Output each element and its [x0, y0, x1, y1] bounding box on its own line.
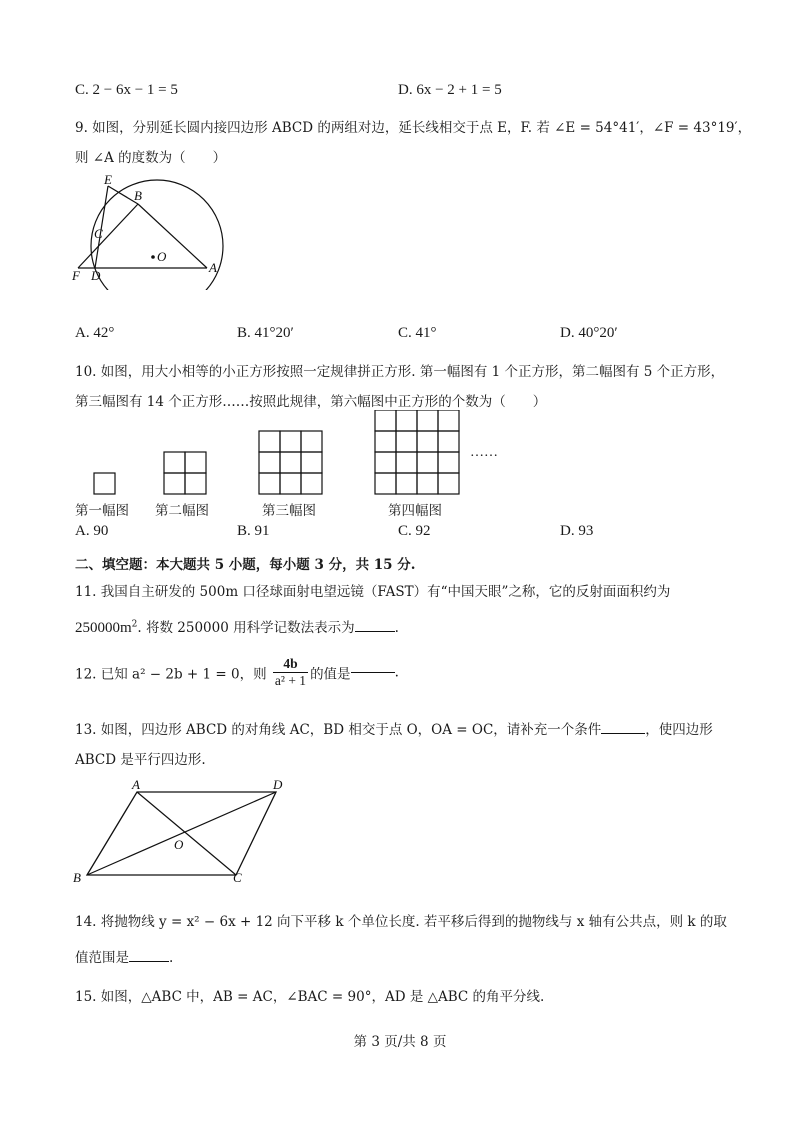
q10-grid-cell: [280, 473, 301, 494]
q10-figure-label-3: 第三幅图: [262, 503, 316, 519]
q10-grid-cell: [375, 452, 396, 473]
q10-grid-cell: [301, 452, 322, 473]
q10-grid-cell: [185, 452, 206, 473]
q12-fraction-denominator: a² + 1: [274, 673, 307, 688]
q13-label-a: A: [132, 778, 140, 792]
q12-period: .: [394, 664, 399, 681]
q13-diagonal-ac: [137, 792, 236, 875]
q14-period: .: [169, 950, 174, 966]
q10-option-c: C. 92: [398, 523, 431, 539]
q10-grid-cell: [417, 452, 438, 473]
q9-option-c: C. 41°: [398, 325, 437, 341]
q10-grid-cell: [259, 452, 280, 473]
q13-label-d: D: [273, 778, 283, 792]
q10-grid-cell: [375, 473, 396, 494]
q12-answer-blank[interactable]: [351, 672, 395, 673]
q10-grid-cell: [164, 473, 185, 494]
q14-stem-line1: 14. 将抛物线 y = x² − 6x + 12 向下平移 k 个单位长度. 若平移后得到的抛物线与 x 轴有公共点，则 k 的取: [75, 914, 727, 930]
q10-figure-label-1: 第一幅图: [75, 503, 129, 519]
q11-question-text: . 将数 250000 用科学记数法表示为: [137, 620, 355, 636]
q8-option-c: C. 2 − 6x − 1 = 5: [75, 82, 178, 98]
q9-label-b: B: [134, 188, 142, 203]
page-footer: 第 3 页/共 8 页: [353, 1034, 447, 1050]
q13-stem-line2: ABCD 是平行四边形.: [75, 752, 206, 768]
q9-option-d: D. 40°20′: [560, 325, 618, 341]
q10-grid-cell: [417, 473, 438, 494]
q10-ellipsis: ……: [470, 445, 498, 460]
q10-figure-label-2: 第二幅图: [155, 503, 209, 519]
q10-grid-cell: [280, 431, 301, 452]
q10-grid-cell: [375, 410, 396, 431]
q10-grid-cell: [164, 452, 185, 473]
q9-label-e: E: [104, 172, 112, 187]
q15-stem-line1: 15. 如图，△ABC 中，AB = AC，∠BAC = 90°，AD 是 △ABC 的角平分线.: [75, 989, 545, 1005]
q9-stem-line2: 则 ∠A 的度数为（ ）: [75, 150, 227, 166]
q12-stem: [75, 656, 399, 689]
q13-text-b: ，使四边形: [645, 722, 713, 738]
q10-grid-cell: [438, 452, 459, 473]
q12-fraction: [273, 656, 308, 689]
q13-answer-blank[interactable]: [601, 733, 645, 734]
q10-grid-cell: [280, 452, 301, 473]
q11-answer-blank[interactable]: [355, 631, 395, 632]
q10-grid-3: [259, 431, 322, 494]
q10-grid-2: [164, 452, 206, 494]
section-2-heading: 二、填空题：本大题共 5 小题，每小题 3 分，共 15 分.: [75, 557, 416, 573]
q10-grid-cell: [259, 473, 280, 494]
q13-label-b: B: [73, 870, 81, 885]
q9-option-a: A. 42°: [75, 325, 115, 341]
q9-label-o: O: [157, 249, 167, 264]
q10-grid-cell: [185, 473, 206, 494]
q12-fraction-numerator: 4b: [273, 656, 308, 673]
q10-grid-cell: [417, 410, 438, 431]
q9-stem-line1: 9. 如图，分别延长圆内接四边形 ABCD 的两组对边，延长线相交于点 E，F. 若 ∠E = 54°41′，∠F = 43°19′，: [75, 120, 752, 136]
q10-grid-cell: [396, 431, 417, 452]
q13-parallelogram-figure: [70, 778, 300, 888]
q9-label-a: A: [209, 260, 217, 275]
q10-grid-cell: [396, 473, 417, 494]
q8-option-d: D. 6x − 2 + 1 = 5: [398, 82, 502, 98]
q9-label-c: C: [94, 226, 103, 241]
q10-grid-cell: [301, 473, 322, 494]
q13-text-a: 13. 如图，四边形 ABCD 的对角线 AC，BD 相交于点 O，OA = OC，请补充一个条件: [75, 722, 602, 738]
q10-option-d: D. 93: [560, 523, 594, 539]
q14-answer-blank[interactable]: [129, 961, 169, 962]
q9-center-dot: [151, 255, 155, 259]
q10-grid-cell: [438, 473, 459, 494]
q9-option-b: B. 41°20′: [237, 325, 294, 341]
q14-stem-line2: [75, 946, 173, 966]
q10-grid-cell: [396, 410, 417, 431]
q13-label-c: C: [233, 870, 242, 885]
q10-grid-cell: [259, 431, 280, 452]
q9-circle: [91, 180, 223, 290]
q11-stem-line1: 11. 我国自主研发的 500m 口径球面射电望远镜（FAST）有“中国天眼”之称，它的反射面面积约为: [75, 584, 671, 600]
q10-grid-cell: [417, 431, 438, 452]
q11-stem-line2: [75, 616, 399, 637]
q9-circle-figure: [68, 170, 228, 290]
q9-label-f: F: [72, 268, 80, 283]
q10-grid-cell: [438, 431, 459, 452]
q12-suffix: 的值是: [310, 666, 351, 683]
q10-grid-cell: [438, 410, 459, 431]
q14-text: 值范围是: [75, 950, 129, 966]
q10-grid-cell: [94, 473, 115, 494]
q13-stem-line1: [75, 718, 713, 738]
q10-figure-label-4: 第四幅图: [388, 503, 442, 519]
q10-grid-cell: [375, 431, 396, 452]
q10-option-a: A. 90: [75, 523, 109, 539]
q10-grid-4: [375, 410, 459, 494]
q10-stem-line2: 第三幅图有 14 个正方形……按照此规律，第六幅图中正方形的个数为（ ）: [75, 394, 547, 410]
q13-diagonal-bd: [87, 792, 276, 875]
q10-stem-line1: 10. 如图，用大小相等的小正方形按照一定规律拼正方形. 第一幅图有 1 个正方形，第二幅图有 5 个正方形，: [75, 364, 725, 380]
q10-option-b: B. 91: [237, 523, 270, 539]
q10-grid-cell: [396, 452, 417, 473]
q10-grid-figures: [90, 410, 530, 500]
q10-grid-1: [94, 473, 115, 494]
q11-period: .: [394, 620, 399, 636]
q11-area-exponent: 2: [131, 619, 138, 630]
q12-condition: 12. 已知 a² − 2b + 1 = 0，则: [75, 666, 267, 683]
q9-label-d: D: [91, 268, 101, 283]
q10-grid-cell: [301, 431, 322, 452]
q11-area-value: 250000m: [75, 620, 132, 636]
q13-label-o: O: [174, 837, 184, 852]
